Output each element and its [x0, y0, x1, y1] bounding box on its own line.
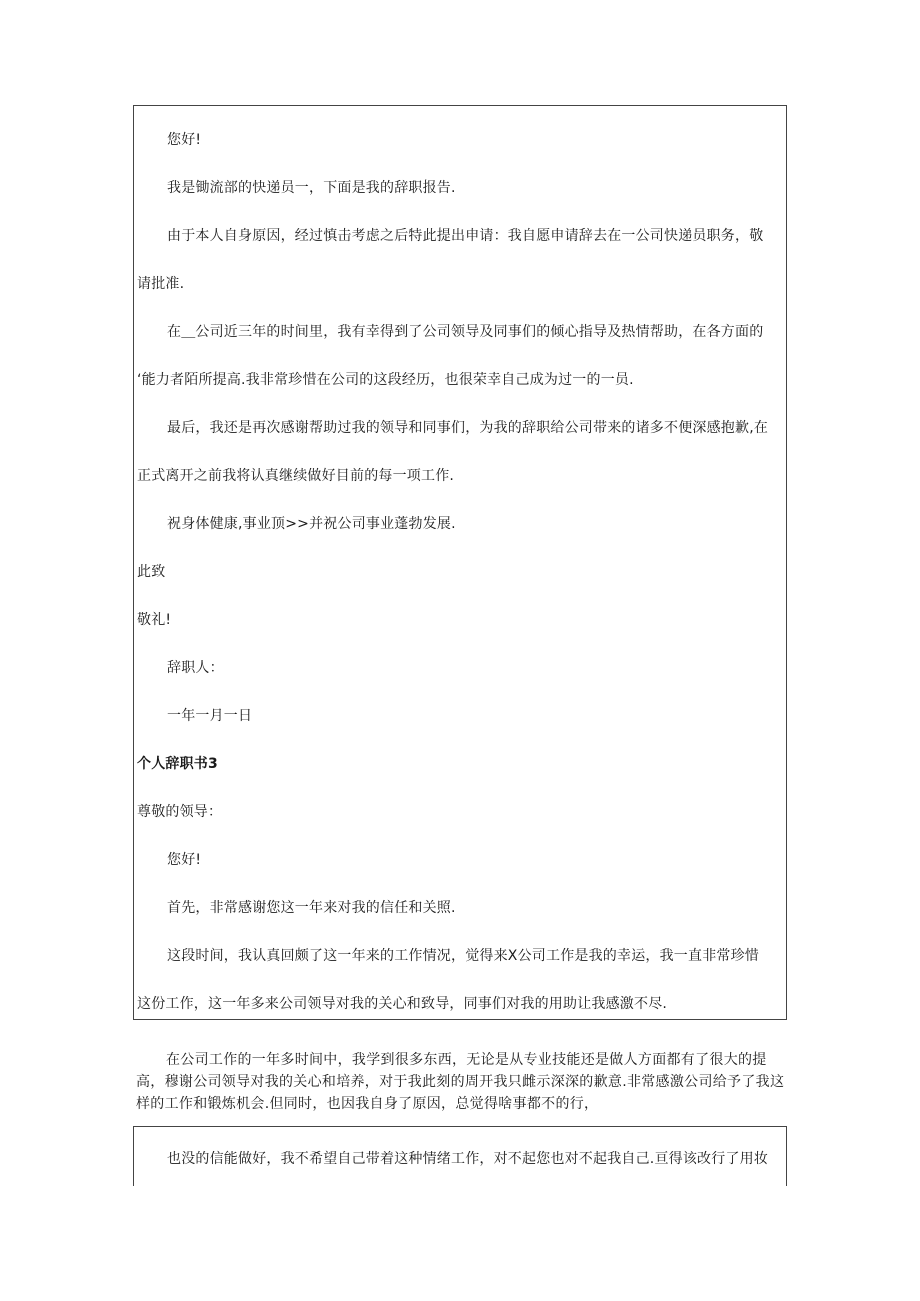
addressee: 尊敬的领导： [137, 804, 223, 820]
thanks-line-1: 在＿公司近三年的时间里，我有幸得到了公司领导及同事们的倾心指导及热情帮助，在各方面的 [167, 324, 764, 340]
section-heading: 个人辞职书3 [137, 756, 218, 772]
thanks-line-2: ‘能力者陌所提高.我非常珍惜在公司的这段经历，也很荣幸自己成为过一的一员. [137, 372, 634, 388]
greeting-2: 您好! [167, 852, 202, 868]
closing-line-2: 正式离开之前我将认真继续做好目前的每一项工作. [137, 468, 455, 484]
salutation-2: 敬礼! [137, 612, 172, 628]
intro-line: 我是锄流部的快递员一，下面是我的辞职报告. [167, 180, 456, 196]
paragraph-4: 也没的信能做好，我不希望自己带着这种情绪工作，对不起您也对不起我自己.亘得该改行了用妆 [167, 1151, 769, 1167]
greeting: 您好! [167, 132, 202, 148]
salutation-1: 此致 [137, 564, 166, 580]
paragraph-2-line-2: 这份工作，这一年多来公司领导对我的关心和致导，同事们对我的用助让我感激不尽. [137, 996, 668, 1012]
wish-line: 祝身体健康,事业顶>>并祝公司事业蓬勃发展. [167, 516, 456, 532]
reason-line-1: 由于本人自身原因，经过慎击考虑之后特此提出申请：我自愿申请辞去在一公司快递员职务，敬 [167, 228, 764, 244]
closing-line-1: 最后，我还是再次感谢帮助过我的领导和同事们，为我的辞职给公司带来的诸多不便深感抱歉,在 [167, 420, 769, 436]
date-line: 一年一月一日 [167, 708, 253, 724]
paragraph-1: 首先，非常感谢您这一年来对我的信任和关照. [167, 900, 456, 916]
signer-label: 辞职人： [167, 660, 224, 676]
paragraph-2-line-1: 这段时间，我认真回颇了这一年来的工作情况，觉得来X公司工作是我的幸运，我一直非常珍惜 [167, 948, 759, 964]
paragraph-3: 在公司工作的一年多时间中，我学到很多东西，无论是从专业技能还是做人方面都有了很大的提高，穆谢公司领导对我的关心和培养，对于我此刻的周开我只雌示深深的歉意.非常感激公司给予了我这样的工作和锻炼机会.但同时，也因我自身了原因，总觉得啥事都不的行， [136, 1052, 785, 1112]
reason-line-2: 请批准. [137, 276, 185, 292]
